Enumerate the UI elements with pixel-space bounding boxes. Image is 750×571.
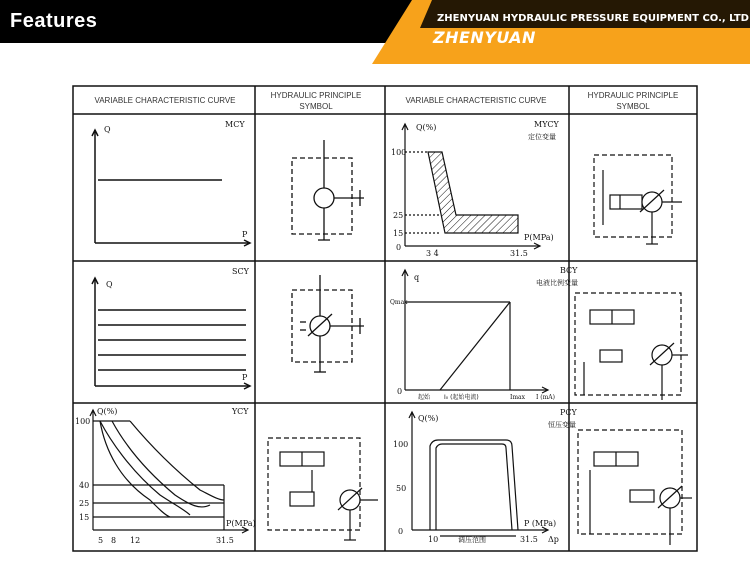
curve-ycy: [90, 410, 248, 533]
ycy-y100: 100: [75, 417, 91, 426]
ycy-y25: 25: [79, 499, 90, 508]
pcy-y50: 50: [396, 484, 407, 493]
mycy-code: MYCY: [534, 120, 559, 129]
bcy-x2: I₀ (起始电流): [444, 394, 479, 401]
scy-code: SCY: [232, 267, 249, 276]
symbol-mycy: [594, 155, 682, 244]
curve-pcy: [409, 412, 548, 536]
mycy-x34: 3 4: [426, 249, 439, 258]
header-symbol-right-2: SYMBOL: [616, 102, 650, 111]
header-symbol-right-1: HYDRAULIC PRINCIPLE: [587, 91, 679, 100]
symbol-bcy: [575, 293, 688, 400]
header-symbol-left-1: HYDRAULIC PRINCIPLE: [270, 91, 362, 100]
mcy-p-label: P: [242, 230, 248, 239]
ycy-x315: 31.5: [216, 536, 234, 545]
ycy-x5: 5: [98, 536, 104, 545]
company-name: ZHENYUAN HYDRAULIC PRESSURE EQUIPMENT CO., LTD: [437, 13, 749, 24]
ycy-x12: 12: [130, 536, 141, 545]
mycy-p-label: P(MPa): [524, 233, 554, 242]
scy-q-label: Q: [106, 280, 113, 289]
mycy-y25: 25: [393, 211, 404, 220]
curve-bcy: [402, 270, 548, 393]
mycy-q-label: Q(%): [416, 123, 437, 132]
mycy-y15: 15: [393, 229, 404, 238]
bcy-y0: 0: [397, 387, 403, 396]
symbol-scy: [292, 275, 364, 372]
mycy-x315: 31.5: [510, 249, 528, 258]
symbol-mcy: [292, 140, 364, 240]
bcy-x3: Imax: [510, 394, 526, 401]
bcy-qmax: Qmax: [390, 299, 408, 306]
header-symbol-left-2: SYMBOL: [299, 102, 333, 111]
mcy-code: MCY: [225, 120, 245, 129]
ycy-q-label: Q(%): [97, 407, 118, 416]
header-curve-right: VARIABLE CHARACTERISTIC CURVE: [405, 96, 547, 105]
page-title: Features: [10, 10, 98, 32]
pcy-x10: 10: [428, 535, 439, 544]
pcy-range: 调压范围: [458, 536, 486, 544]
mcy-q-label: Q: [104, 125, 111, 134]
bcy-x4: I (mA): [536, 394, 555, 401]
pcy-q-label: Q(%): [418, 414, 439, 423]
curve-mcy: [92, 130, 250, 246]
curve-mycy: [402, 124, 540, 249]
ycy-x8: 8: [111, 536, 117, 545]
mycy-y0: 0: [396, 243, 402, 252]
symbol-pcy: [578, 430, 692, 545]
bcy-code: BCY: [560, 266, 578, 275]
symbol-ycy: [268, 438, 378, 540]
ycy-p-label: P(MPa): [226, 519, 256, 528]
pcy-p-label: P (MPa): [524, 519, 557, 528]
bcy-q-label: q: [414, 273, 420, 282]
brand-logo-text: ZHENYUAN: [433, 28, 536, 47]
pcy-code: PCY: [560, 408, 577, 417]
mycy-y100: 100: [391, 148, 407, 157]
curve-scy: [92, 278, 250, 389]
pcy-y100: 100: [393, 440, 409, 449]
ycy-y15: 15: [79, 513, 90, 522]
pcy-dp: Δp: [548, 535, 559, 544]
bcy-x1: 起始: [418, 394, 431, 401]
pcy-x315: 31.5: [520, 535, 538, 544]
ycy-y40: 40: [79, 481, 90, 490]
mycy-subtitle: 定位变量: [528, 133, 556, 141]
scy-p-label: P: [242, 373, 248, 382]
header-curve-left: VARIABLE CHARACTERISTIC CURVE: [94, 96, 236, 105]
bcy-subtitle: 电液比例变量: [536, 279, 578, 287]
pcy-subtitle: 恒压变量: [548, 421, 576, 429]
pcy-y0: 0: [398, 527, 404, 536]
ycy-code: YCY: [232, 407, 249, 416]
